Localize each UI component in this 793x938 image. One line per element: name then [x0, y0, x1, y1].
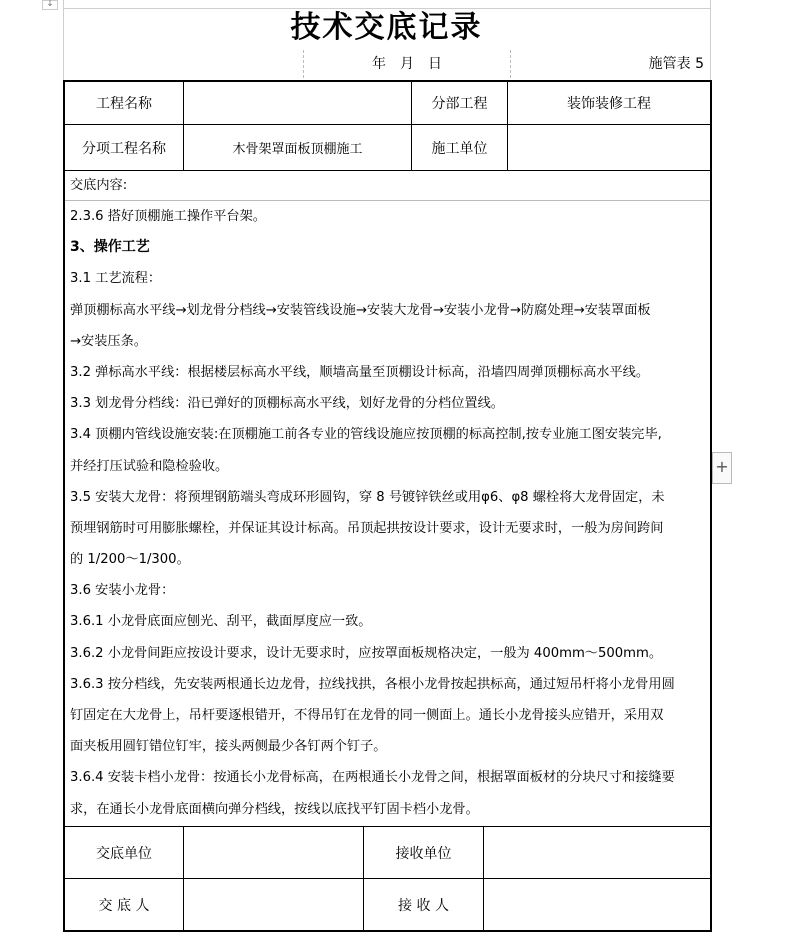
content-line: 弹顶棚标高水平线→划龙骨分档线→安装管线设施→安装大龙骨→安装小龙骨→防腐处理→安装罩面板 [70, 302, 651, 318]
receiver-unit-label: 接收单位 [395, 845, 452, 862]
contractor-label: 施工单位 [431, 140, 488, 157]
subitem-label: 分项工程名称 [82, 140, 166, 157]
project-name-value[interactable] [184, 82, 411, 124]
giver-unit-value[interactable] [184, 827, 363, 878]
document-title: 技术交底记录 [290, 10, 483, 45]
receiver-unit-value[interactable] [484, 827, 710, 878]
anchor-icon[interactable]: ↓ [42, 0, 58, 10]
content-line: 3.6.3 按分档线，先安装两根通长边龙骨，拉线找拱，各根小龙骨按起拱标高，通过短吊杆将小龙骨用圆 [70, 676, 675, 692]
content-line: →安装压条。 [70, 333, 147, 349]
content-line: 3.6.4 安装卡档小龙骨：按通长小龙骨标高，在两根通长小龙骨之间，根据罩面板材的分块尺寸和接缝要 [70, 770, 675, 786]
content-line: 3.6.2 小龙骨间距应按设计要求，设计无要求时，应按罩面板规格决定，一般为 400mm～500mm。 [70, 645, 663, 661]
receiver-person-value[interactable] [484, 879, 710, 930]
content-line: 3.5 安装大龙骨：将预埋钢筋端头弯成环形圆钩，穿 8 号镀锌铁丝或用φ6、φ8 螺栓将大龙骨固定，未 [70, 489, 665, 505]
content-line: 2.3.6 搭好顶棚施工操作平台架。 [70, 209, 266, 224]
content-line: 3.4 顶棚内管线设施安装:在顶棚施工前各专业的管线设施应按顶棚的标高控制,按专业施工图安装完毕, [70, 427, 662, 443]
content-line: 求，在通长小龙骨底面横向弹分档线，按线以底找平钉固卡档小龙骨。 [70, 801, 479, 817]
content-line: 3.3 划龙骨分档线：沿已弹好的顶棚标高水平线，划好龙骨的分档位置线。 [70, 396, 504, 412]
add-row-plus-icon[interactable]: + [712, 452, 732, 484]
date-label: 年 月 日 [303, 50, 511, 78]
content-line: 3.6.1 小龙骨底面应刨光、刮平，截面厚度应一致。 [70, 614, 372, 630]
project-name-label: 工程名称 [96, 96, 152, 112]
row-divider [65, 170, 710, 171]
subitem-value[interactable]: 木骨架罩面板顶棚施工 [232, 142, 363, 157]
content-line: 3.2 弹标高水平线：根据楼层标高水平线，顺墙高量至顶棚设计标高，沿墙四周弹顶棚标高水平线。 [70, 364, 650, 380]
giver-unit-label: 交底单位 [96, 845, 152, 862]
content-line: 的 1/200～1/300。 [70, 552, 190, 568]
giver-person-label: 交 底 人 [98, 897, 150, 914]
content-line: 面夹板用圆钉错位钉牢，接头两侧最少各钉两个钉子。 [70, 739, 387, 755]
content-line: 钉固定在大龙骨上，吊杆要逐根错开，不得吊钉在龙骨的同一侧面上。通长小龙骨接头应错开，采用双 [70, 708, 664, 723]
content-line: 预埋钢筋时可用膨胀螺栓，并保证其设计标高。吊顶起拱按设计要求，设计无要求时，一般为房间跨间 [70, 520, 664, 536]
date-row [63, 50, 710, 78]
content-line: 并经打压试验和隐检验收。 [70, 458, 229, 474]
content-body[interactable] [70, 201, 706, 825]
receiver-person-label: 接 收 人 [398, 897, 449, 914]
division-value[interactable]: 装饰装修工程 [567, 96, 651, 112]
contractor-value[interactable] [508, 125, 710, 170]
division-label: 分部工程 [431, 96, 488, 112]
text-cursor [710, 200, 712, 214]
content-line: 3.6 安装小龙骨： [70, 583, 175, 599]
content-line: 3、操作工艺 [70, 239, 150, 256]
giver-person-value[interactable] [184, 879, 363, 930]
content-line: 3.1 工艺流程： [70, 271, 162, 287]
margin-guide-right [710, 0, 711, 80]
content-label: 交底内容: [70, 178, 128, 193]
record-table [63, 80, 712, 932]
form-number: 施管表 5 [648, 56, 704, 72]
